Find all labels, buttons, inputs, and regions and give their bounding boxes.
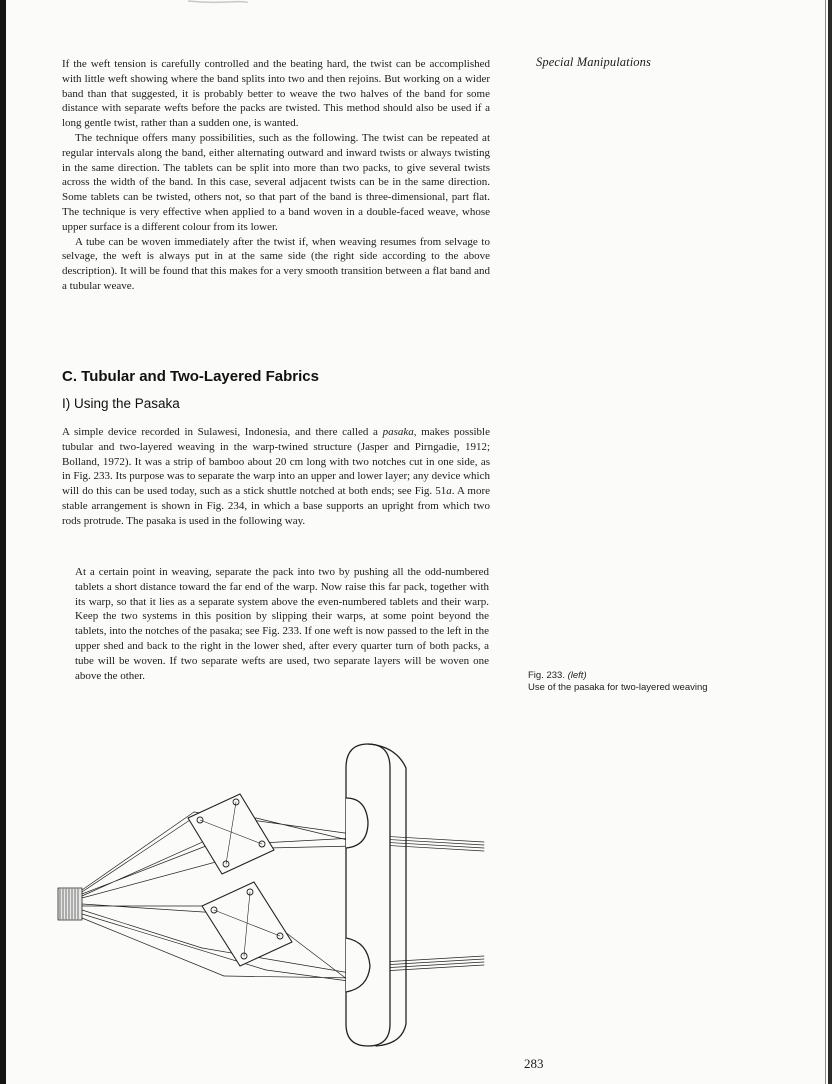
caption-number-line [528,670,728,682]
warp-threads-upper [82,812,484,898]
pasaka-text-middle: , makes possible tubular and two-layered weaving in the warp-twined structure (Jasper and Pirngadie, 1912; Bolland, 1972). It was a strip of bamboo about 20 cm long with two notches cut in one side, as in Fig. 233. Its purpose was to separate the warp into an upper and lower layer; any device which will do this can be used today, such as a stick shuttle notched at both ends; see Fig. 51 [62,426,490,498]
caption-text: Use of the pasaka for two-layered weaving [528,681,708,693]
pasaka-strip [346,744,406,1046]
paragraph-weft-tension: If the weft tension is carefully controlled and the beating hard, the twist can be accomplished with little weft showing where the band splits into two and then rejoins. But working on a wider band than that suggested, it is probably better to weave the two halves of the band for some distance with separate wefts before the packs are twisted. This method should also be used if a long gentle twist, rather than a sudden one, is wanted. [62,58,490,130]
woven-band [58,888,82,920]
scan-right-edge [828,0,832,1084]
scan-smudge [188,0,248,6]
pasaka-text-after: . A more stable arrangement is shown in Fig. 234, in which a base supports an upright from which two rods protrude. The pasaka is used in the following way. [62,485,490,527]
section-heading: C. Tubular and Two-Layered Fabrics [62,368,319,385]
instruction-text-block [75,565,489,683]
caption-position: (left) [567,670,587,681]
intro-text-block [62,57,490,294]
scan-right-line [825,0,826,1084]
pasaka-text-before: A simple device recorded in Sulawesi, Indonesia, and there called a [62,426,383,438]
pasaka-illustration [56,738,486,1050]
running-head: Special Manipulations [536,55,651,69]
paragraph-possibilities: The technique offers many possibilities, such as the following. The twist can be repeated at regular intervals along the band, either alternating outward and inward twists or always twisting in the same direction. The tablets can be split into more than two packs, to give several twists across the width of the band. In this case, several adjacent twists can be in the same direction. Some tablets can be twisted, others not, so that part of the band is three-dimensional, part flat. The technique is very effective when applied to a band woven in a double-faced weave, whose upper surface is a different colour from its lower. [62,131,490,233]
pasaka-term: pasaka [382,426,414,438]
page-number: 283 [524,1056,544,1071]
subsection-heading: I) Using the Pasaka [62,396,180,411]
paragraph-pasaka [62,425,490,529]
paragraph-tube: A tube can be woven immediately after the twist if, when weaving resumes from selvage to selvage, the weft is always put in at the same side (the right side according to the above description). It will be found that this makes for a very smooth transition between a flat band and a tubular weave. [62,235,490,292]
fig-letter: a [446,485,452,498]
paragraph-instructions: At a certain point in weaving, separate the pack into two by pushing all the odd-numbered tablets a short distance toward the far end of the warp. Now raise this far pack, together with its warp, so that it lies as a separate system above the even-numbered tablets and their warp. Keep the two systems in this position by slipping their warps, at some point beyond the tablets, into the notches of the pasaka; see Fig. 233. If one weft is now passed to the left in the upper shed and back to the right in the lower shed, after every quarter turn of both packs, a tube will be woven. If two separate wefts are used, two separate layers will be woven one above the other. [75,566,489,682]
pasaka-text-block [62,425,490,529]
scan-left-edge [0,0,6,1084]
figure-caption [528,670,728,693]
caption-number: Fig. 233. [528,670,565,681]
